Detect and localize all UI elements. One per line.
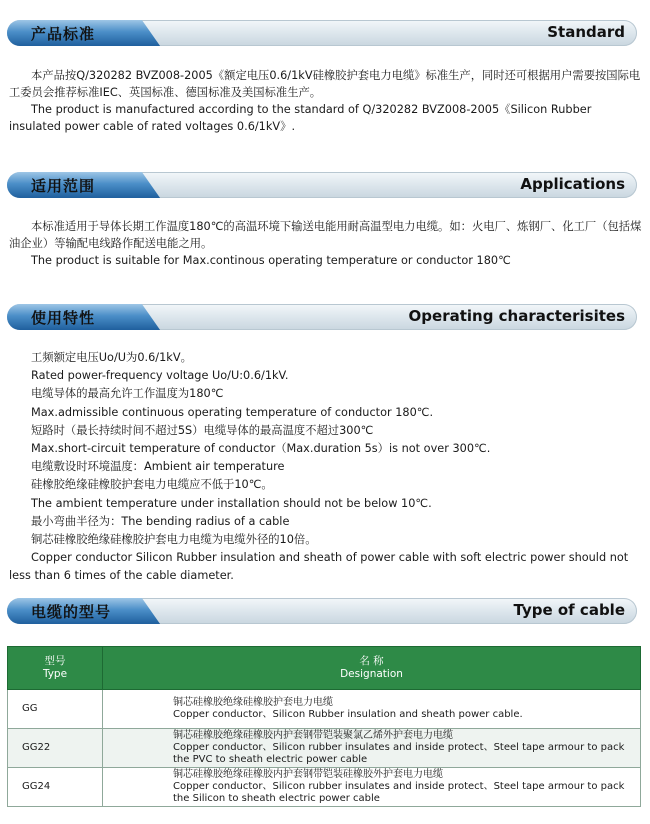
operating-line: 短路时（最长持续时间不超过5S）电缆导体的最高温度不超过300℃ <box>31 423 374 437</box>
section-header-applications <box>7 172 637 198</box>
operating-list <box>9 349 644 586</box>
standard-text <box>9 67 644 135</box>
section-title-zh: 使用特性 <box>31 309 96 327</box>
operating-line: 工频额定电压Uo/U为0.6/1kV。 <box>31 351 192 364</box>
cell-type: GG <box>8 690 103 729</box>
section-title-en: Type of cable <box>513 601 625 619</box>
designation-zh: 铜芯硅橡胶绝缘硅橡胶内护套钢带铠装聚氯乙烯外护套电力电缆 <box>173 730 453 741</box>
section-header-standard <box>7 20 637 46</box>
cell-designation <box>103 729 641 768</box>
section-title-en: Operating characterisites <box>408 307 625 325</box>
operating-line: 最小弯曲半径为：The bending radius of a cable <box>31 514 290 528</box>
cell-type: GG24 <box>8 768 103 807</box>
operating-line: Max.admissible continuous operating temperature of conductor 180℃. <box>31 405 434 419</box>
table-header-row <box>8 647 641 690</box>
designation-en: Copper conductor、Silicon rubber insulates and inside protect、Steel tape armour to pack the PVC to sheath electric power cable <box>173 742 625 765</box>
designation-en: Copper conductor、Silicon Rubber insulation and sheath power cable. <box>173 709 523 720</box>
applications-text-zh: 本标准适用于导体长期工作温度180℃的高温环境下输送电能用耐高温型电力电缆。如：火电厂、炼钢厂、化工厂（包括煤油企业）等输配电线路作配送电能之用。 <box>9 220 642 250</box>
section-title-zh: 适用范围 <box>31 177 96 195</box>
header-name-zh: 名 称 <box>359 655 384 667</box>
header-designation <box>103 647 641 690</box>
table-row <box>8 690 641 729</box>
operating-line: 铜芯硅橡胶绝缘硅橡胶护套电力电缆为电缆外径的10倍。 <box>31 533 317 547</box>
applications-text <box>9 218 644 269</box>
applications-text-en: The product is suitable for Max.continous operating temperature or conductor 180℃ <box>31 254 511 267</box>
cell-designation <box>103 768 641 807</box>
header-type-en: Type <box>42 668 68 680</box>
designation-zh: 铜芯硅橡胶绝缘硅橡胶内护套钢带铠装硅橡胶外护套电力电缆 <box>173 769 443 780</box>
operating-line: Rated power-frequency voltage Uo/U:0.6/1kV. <box>31 369 289 383</box>
section-title-en: Applications <box>520 175 625 193</box>
header-name-en: Designation <box>340 668 403 680</box>
cell-type: GG22 <box>8 729 103 768</box>
standard-text-zh: 本产品按Q/320282 BVZ008-2005《额定电压0.6/1kV硅橡胶护套电力电缆》标准生产，同时还可根据用户需要按国际电工委员会推荐标准IEC、英国标准、德国标准及美国标准生产。 <box>9 69 641 99</box>
operating-line: 电缆敷设时环境温度：Ambient air temperature <box>31 460 285 474</box>
designation-zh: 铜芯硅橡胶绝缘硅橡胶护套电力电缆 <box>173 697 333 708</box>
operating-line: The ambient temperature under installation should not be below 10℃. <box>31 496 432 510</box>
section-header-operating <box>7 304 637 330</box>
standard-text-en: The product is manufactured according to the standard of Q/320282 BVZ008-2005《Silicon Rubber insulated power cable of rated voltages 0.6/1kV》. <box>9 103 592 133</box>
cable-type-table <box>7 646 641 807</box>
cell-designation <box>103 690 641 729</box>
header-type <box>8 647 103 690</box>
section-header-type <box>7 598 637 624</box>
designation-en: Copper conductor、Silicon rubber insulates and inside protect、Steel tape armour to pack the Silicon to sheath electric power cable <box>173 781 625 804</box>
section-title-zh: 电缆的型号 <box>31 603 112 621</box>
section-title-zh: 产品标准 <box>31 25 96 43</box>
header-type-zh: 型号 <box>44 655 66 667</box>
operating-line: 硅橡胶绝缘硅橡胶护套电力电缆应不低于10℃。 <box>31 478 273 492</box>
table-row <box>8 729 641 768</box>
operating-line-last: Copper conductor Silicon Rubber insulation and sheath of power cable with soft electric power should not less than 6 times of the cable diameter. <box>9 551 629 583</box>
operating-line: 电缆导体的最高允许工作温度为180℃ <box>31 387 224 401</box>
table-row <box>8 768 641 807</box>
operating-line: Max.short-circuit temperature of conductor（Max.duration 5s）is not over 300℃. <box>31 442 491 456</box>
section-title-en: Standard <box>547 23 625 41</box>
